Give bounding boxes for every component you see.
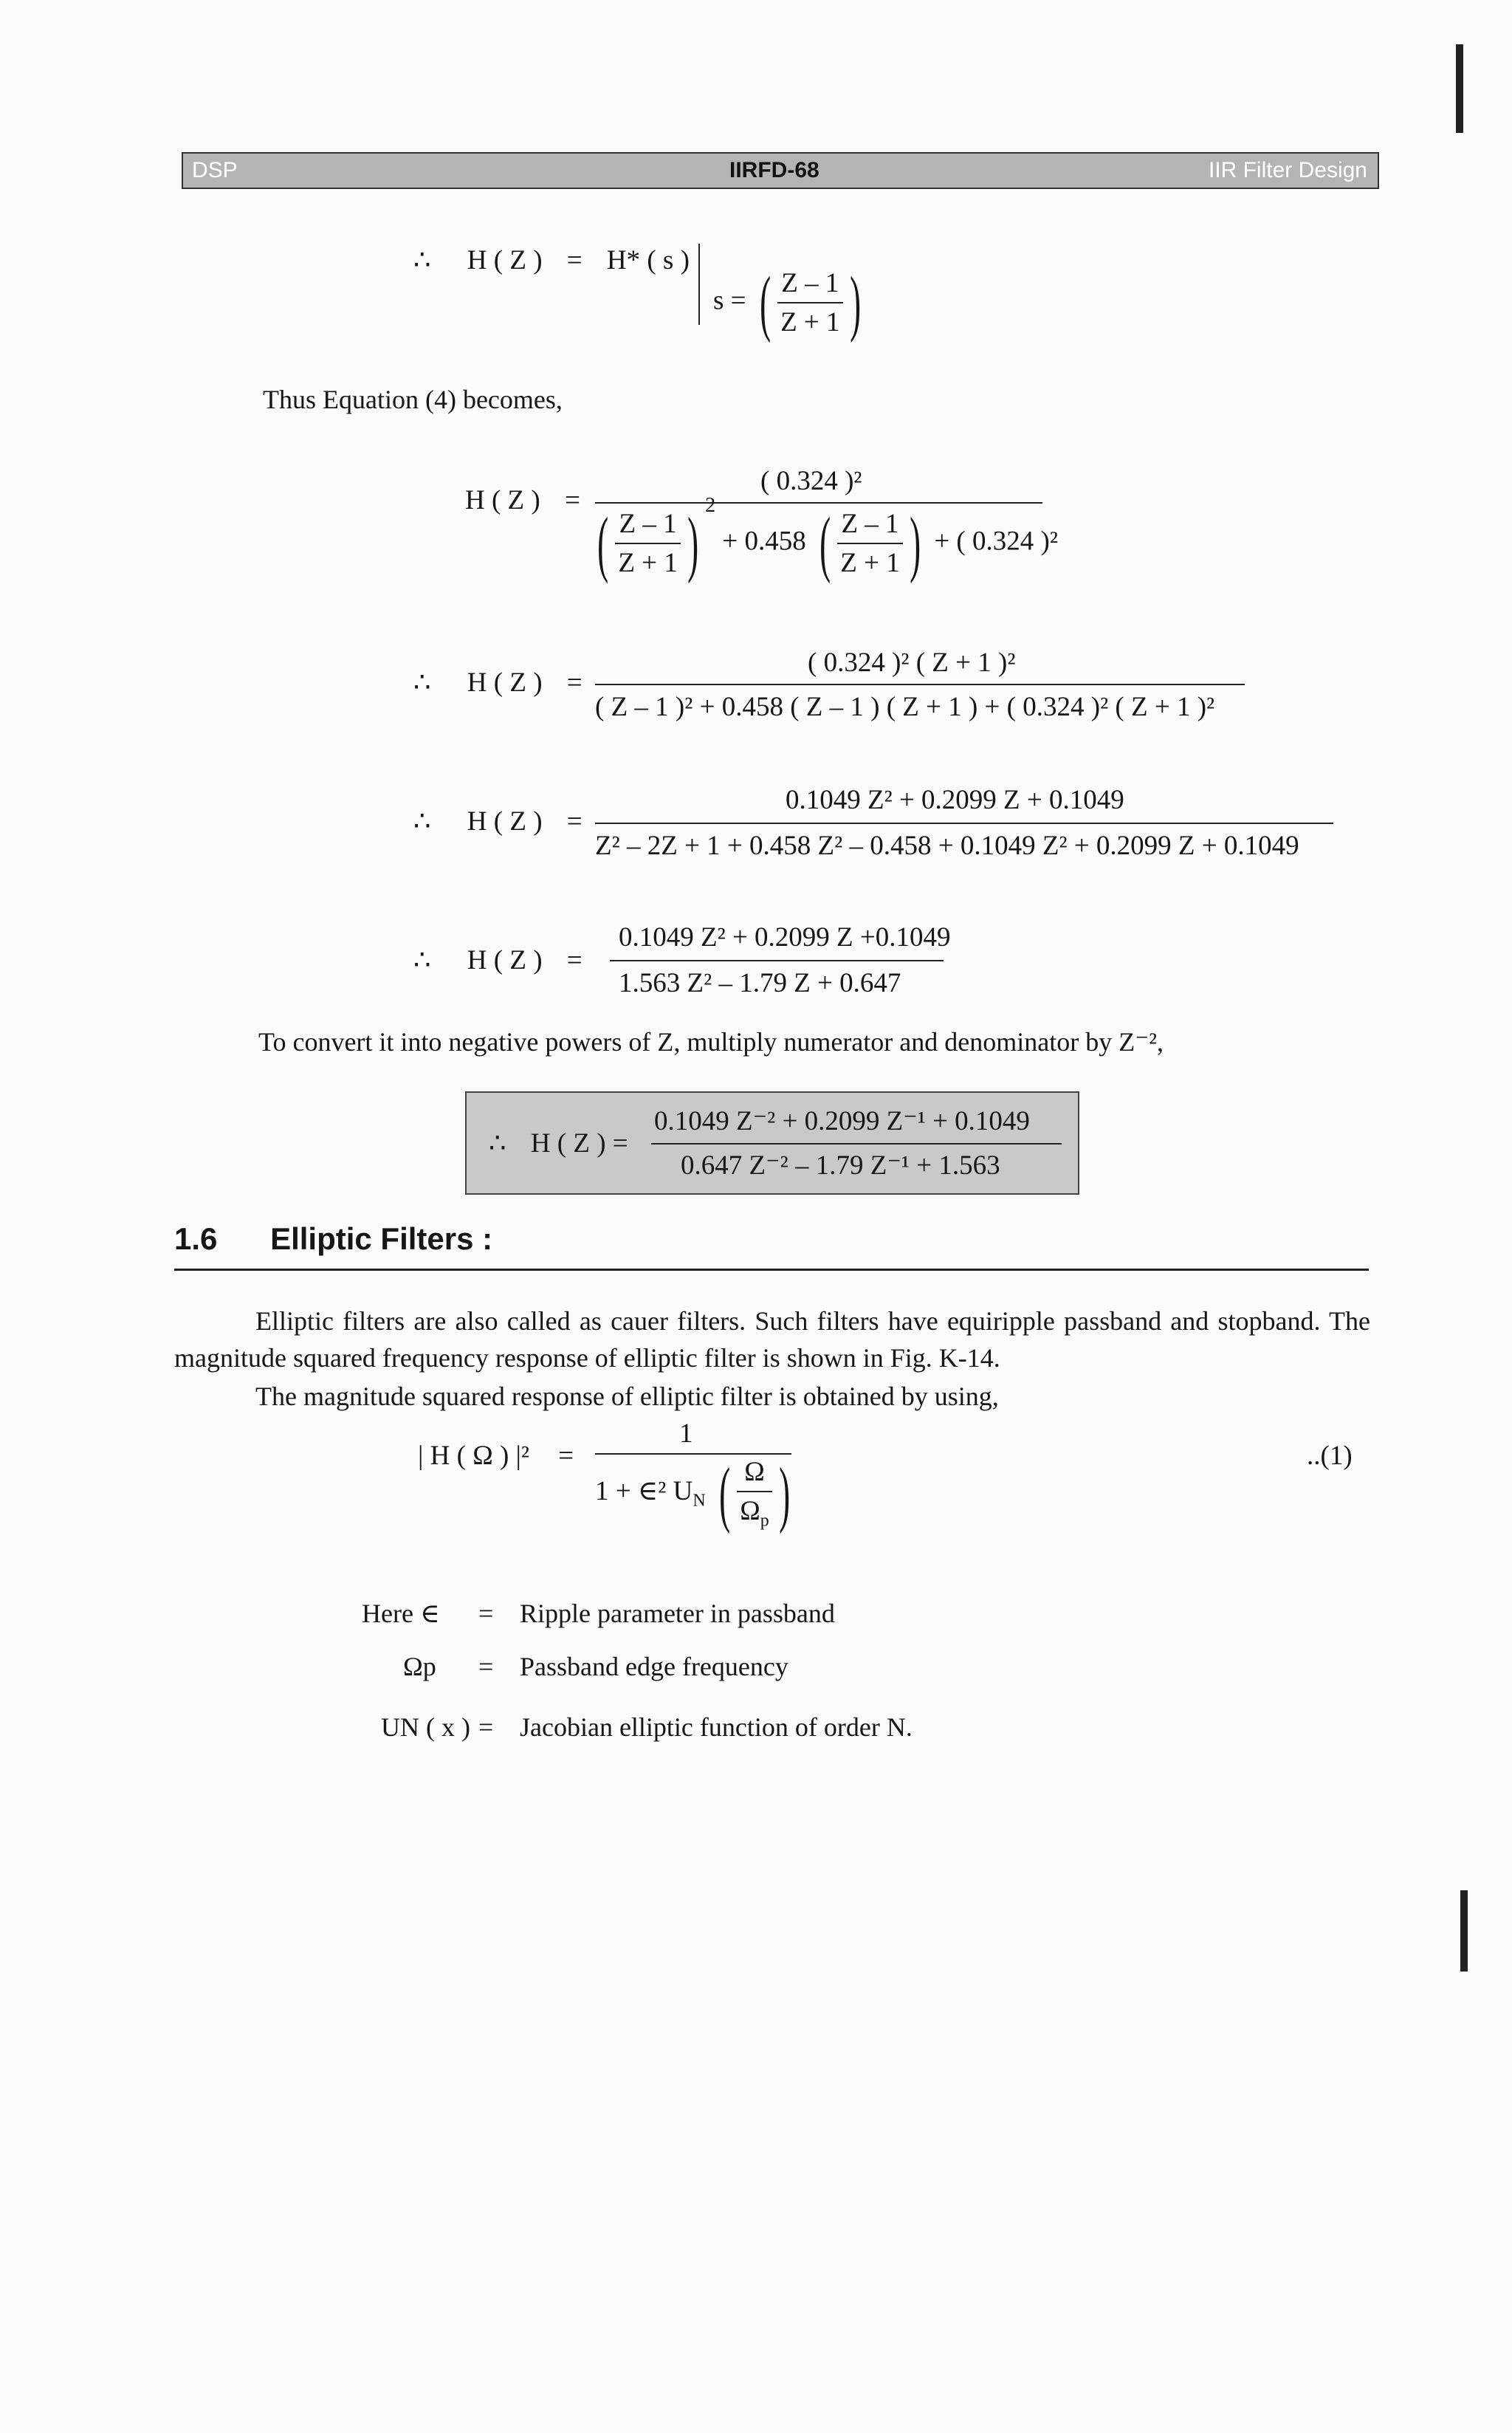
therefore-symbol: ∴ xyxy=(413,945,431,975)
eq6-denominator: 0.647 Z⁻² – 1.79 Z⁻¹ + 1.563 xyxy=(681,1150,1000,1181)
header-left: DSP xyxy=(192,158,238,182)
def-omega-p-equals: = xyxy=(478,1652,494,1681)
eq4-numerator: 0.1049 Z² + 0.2099 Z + 0.1049 xyxy=(786,785,1124,815)
eq5-lhs-text: H ( Z ) xyxy=(467,945,543,975)
eq1-substitution: s = ( $\frac{Z - 1}{Z + 1}$ ) xyxy=(713,261,861,343)
def-un-symbol: UN ( x ) xyxy=(381,1712,470,1742)
eq6-lhs-text: H ( Z ) = xyxy=(530,1128,628,1159)
def-omega-p-desc: Passband edge frequency xyxy=(520,1652,788,1681)
eq2-equals: = xyxy=(564,485,580,515)
eq7-inner-den: Ω xyxy=(740,1496,760,1526)
eq2-den-b-num: Z – 1 xyxy=(841,509,899,539)
text-thus: Thus Equation (4) becomes, xyxy=(263,385,563,414)
def-un-desc: Jacobian elliptic function of order N. xyxy=(520,1712,913,1742)
eq4-lhs-text: H ( Z ) xyxy=(467,806,543,837)
header-right: IIR Filter Design xyxy=(1208,158,1367,182)
eq2-lhs xyxy=(465,484,580,516)
eq6-fraction-bar xyxy=(651,1143,1062,1145)
def-omega-p-symbol: Ωp xyxy=(403,1652,436,1681)
eq5-equals: = xyxy=(566,945,583,975)
eq7-inner-den-sub: p xyxy=(760,1511,769,1531)
section-title: Elliptic Filters : xyxy=(270,1221,493,1256)
eq7-denominator: 1 + ∈² $U_N$ ( $\frac{\Omega}{\Omega_p}$ ) xyxy=(595,1452,790,1534)
eq7-fraction-bar xyxy=(595,1453,791,1455)
eq4-lhs xyxy=(413,805,583,837)
eq2-den-a-den: Z + 1 xyxy=(615,543,680,579)
eq4-denominator: Z² – 2Z + 1 + 0.458 Z² – 0.458 + 0.1049 Z² + 0.2099 Z + 0.1049 xyxy=(595,831,1299,861)
therefore-symbol: ∴ xyxy=(413,806,431,837)
eq2-lhs-text: H ( Z ) xyxy=(465,485,540,515)
section-rule xyxy=(174,1269,1369,1271)
eq7-equals: = xyxy=(558,1441,574,1471)
page-header xyxy=(182,152,1379,189)
equation-label: ..(1) xyxy=(1307,1441,1353,1471)
therefore-symbol: ∴ xyxy=(413,668,431,698)
def-epsilon-desc: Ripple parameter in passband xyxy=(520,1599,835,1628)
header-page-number: IIRFD-68 xyxy=(729,158,819,182)
paragraph-response: The magnitude squared response of elliptic filter is obtained by using, xyxy=(255,1382,999,1411)
eq2-numerator: ( 0.324 )² xyxy=(760,466,862,496)
eq6-numerator: 0.1049 Z⁻² + 0.2099 Z⁻¹ + 0.1049 xyxy=(654,1106,1030,1136)
eq5-numerator: 0.1049 Z² + 0.2099 Z +0.1049 xyxy=(619,922,951,953)
eq7-lhs-text: | H ( Ω ) |² xyxy=(418,1441,530,1471)
eq5-denominator: 1.563 Z² – 1.79 Z + 0.647 xyxy=(619,968,901,998)
eq3-fraction-bar xyxy=(595,684,1245,685)
eq3-denominator: ( Z – 1 )² + 0.458 ( Z – 1 ) ( Z + 1 ) + ( 0.324 )² ( Z + 1 )² xyxy=(595,692,1215,722)
def-un-equals: = xyxy=(478,1712,494,1742)
eq1-sub-s: s = xyxy=(713,285,746,316)
eq1-equals: = xyxy=(566,245,583,275)
def-epsilon-symbol: Here ∈ xyxy=(362,1599,440,1628)
eq5-fraction-bar xyxy=(610,960,944,961)
evaluation-bar xyxy=(698,244,700,325)
eq2-den-tail: + ( 0.324 )² xyxy=(934,526,1058,557)
section-number: 1.6 xyxy=(174,1221,218,1256)
therefore-symbol: ∴ xyxy=(413,245,431,275)
eq2-den-mid: + 0.458 xyxy=(722,526,806,557)
eq1-sub-num: Z – 1 xyxy=(781,268,839,298)
therefore-symbol: ∴ xyxy=(489,1128,506,1159)
eq7-numerator: 1 xyxy=(679,1418,693,1449)
scan-mark-bottom xyxy=(1460,1890,1468,1972)
eq2-fraction-bar xyxy=(595,502,1042,504)
eq1-lhs: H ( Z ) xyxy=(467,245,543,275)
eq4-equals: = xyxy=(566,806,583,837)
eq2-den-a-num: Z – 1 xyxy=(619,509,677,539)
eq4-fraction-bar xyxy=(595,823,1333,824)
eq3-lhs xyxy=(413,666,583,699)
eq7-den-sub: N xyxy=(693,1491,706,1511)
paragraph-intro: Elliptic filters are also called as cauer filters. Such filters have equiripple passband and stopband. The magnitude squared frequency response of elliptic filter is shown in Fig. K-14. xyxy=(174,1306,1370,1373)
eq2-den-b-den: Z + 1 xyxy=(837,543,902,579)
eq3-equals: = xyxy=(566,668,583,698)
eq6-lhs xyxy=(489,1127,628,1159)
def-epsilon-equals: = xyxy=(478,1599,494,1628)
eq1-rhs: H* ( s ) xyxy=(606,245,690,275)
eq2-den-a-exp: 2 xyxy=(705,494,716,518)
eq7-lhs xyxy=(418,1440,574,1472)
eq7-inner-num: Ω xyxy=(744,1457,765,1487)
result-box xyxy=(465,1091,1079,1195)
equation-1 xyxy=(413,244,690,276)
eq5-lhs xyxy=(413,944,583,976)
eq2-denominator: ( $\frac{Z - 1}{Z + 1}$ ) $^2$ + 0.458 ( $\frac{Z - 1}{Z + 1}$ ) + ( 0.324 )² xyxy=(597,494,1058,584)
scan-mark-top xyxy=(1456,44,1463,133)
eq1-sub-den: Z + 1 xyxy=(777,302,842,338)
eq7-den-pre: 1 + ∈² U xyxy=(595,1476,693,1507)
eq3-lhs-text: H ( Z ) xyxy=(467,668,543,698)
section-heading xyxy=(174,1221,492,1257)
eq3-numerator: ( 0.324 )² ( Z + 1 )² xyxy=(808,648,1016,678)
text-convert: To convert it into negative powers of Z, multiply numerator and denominator by Z⁻², xyxy=(258,1027,1164,1057)
